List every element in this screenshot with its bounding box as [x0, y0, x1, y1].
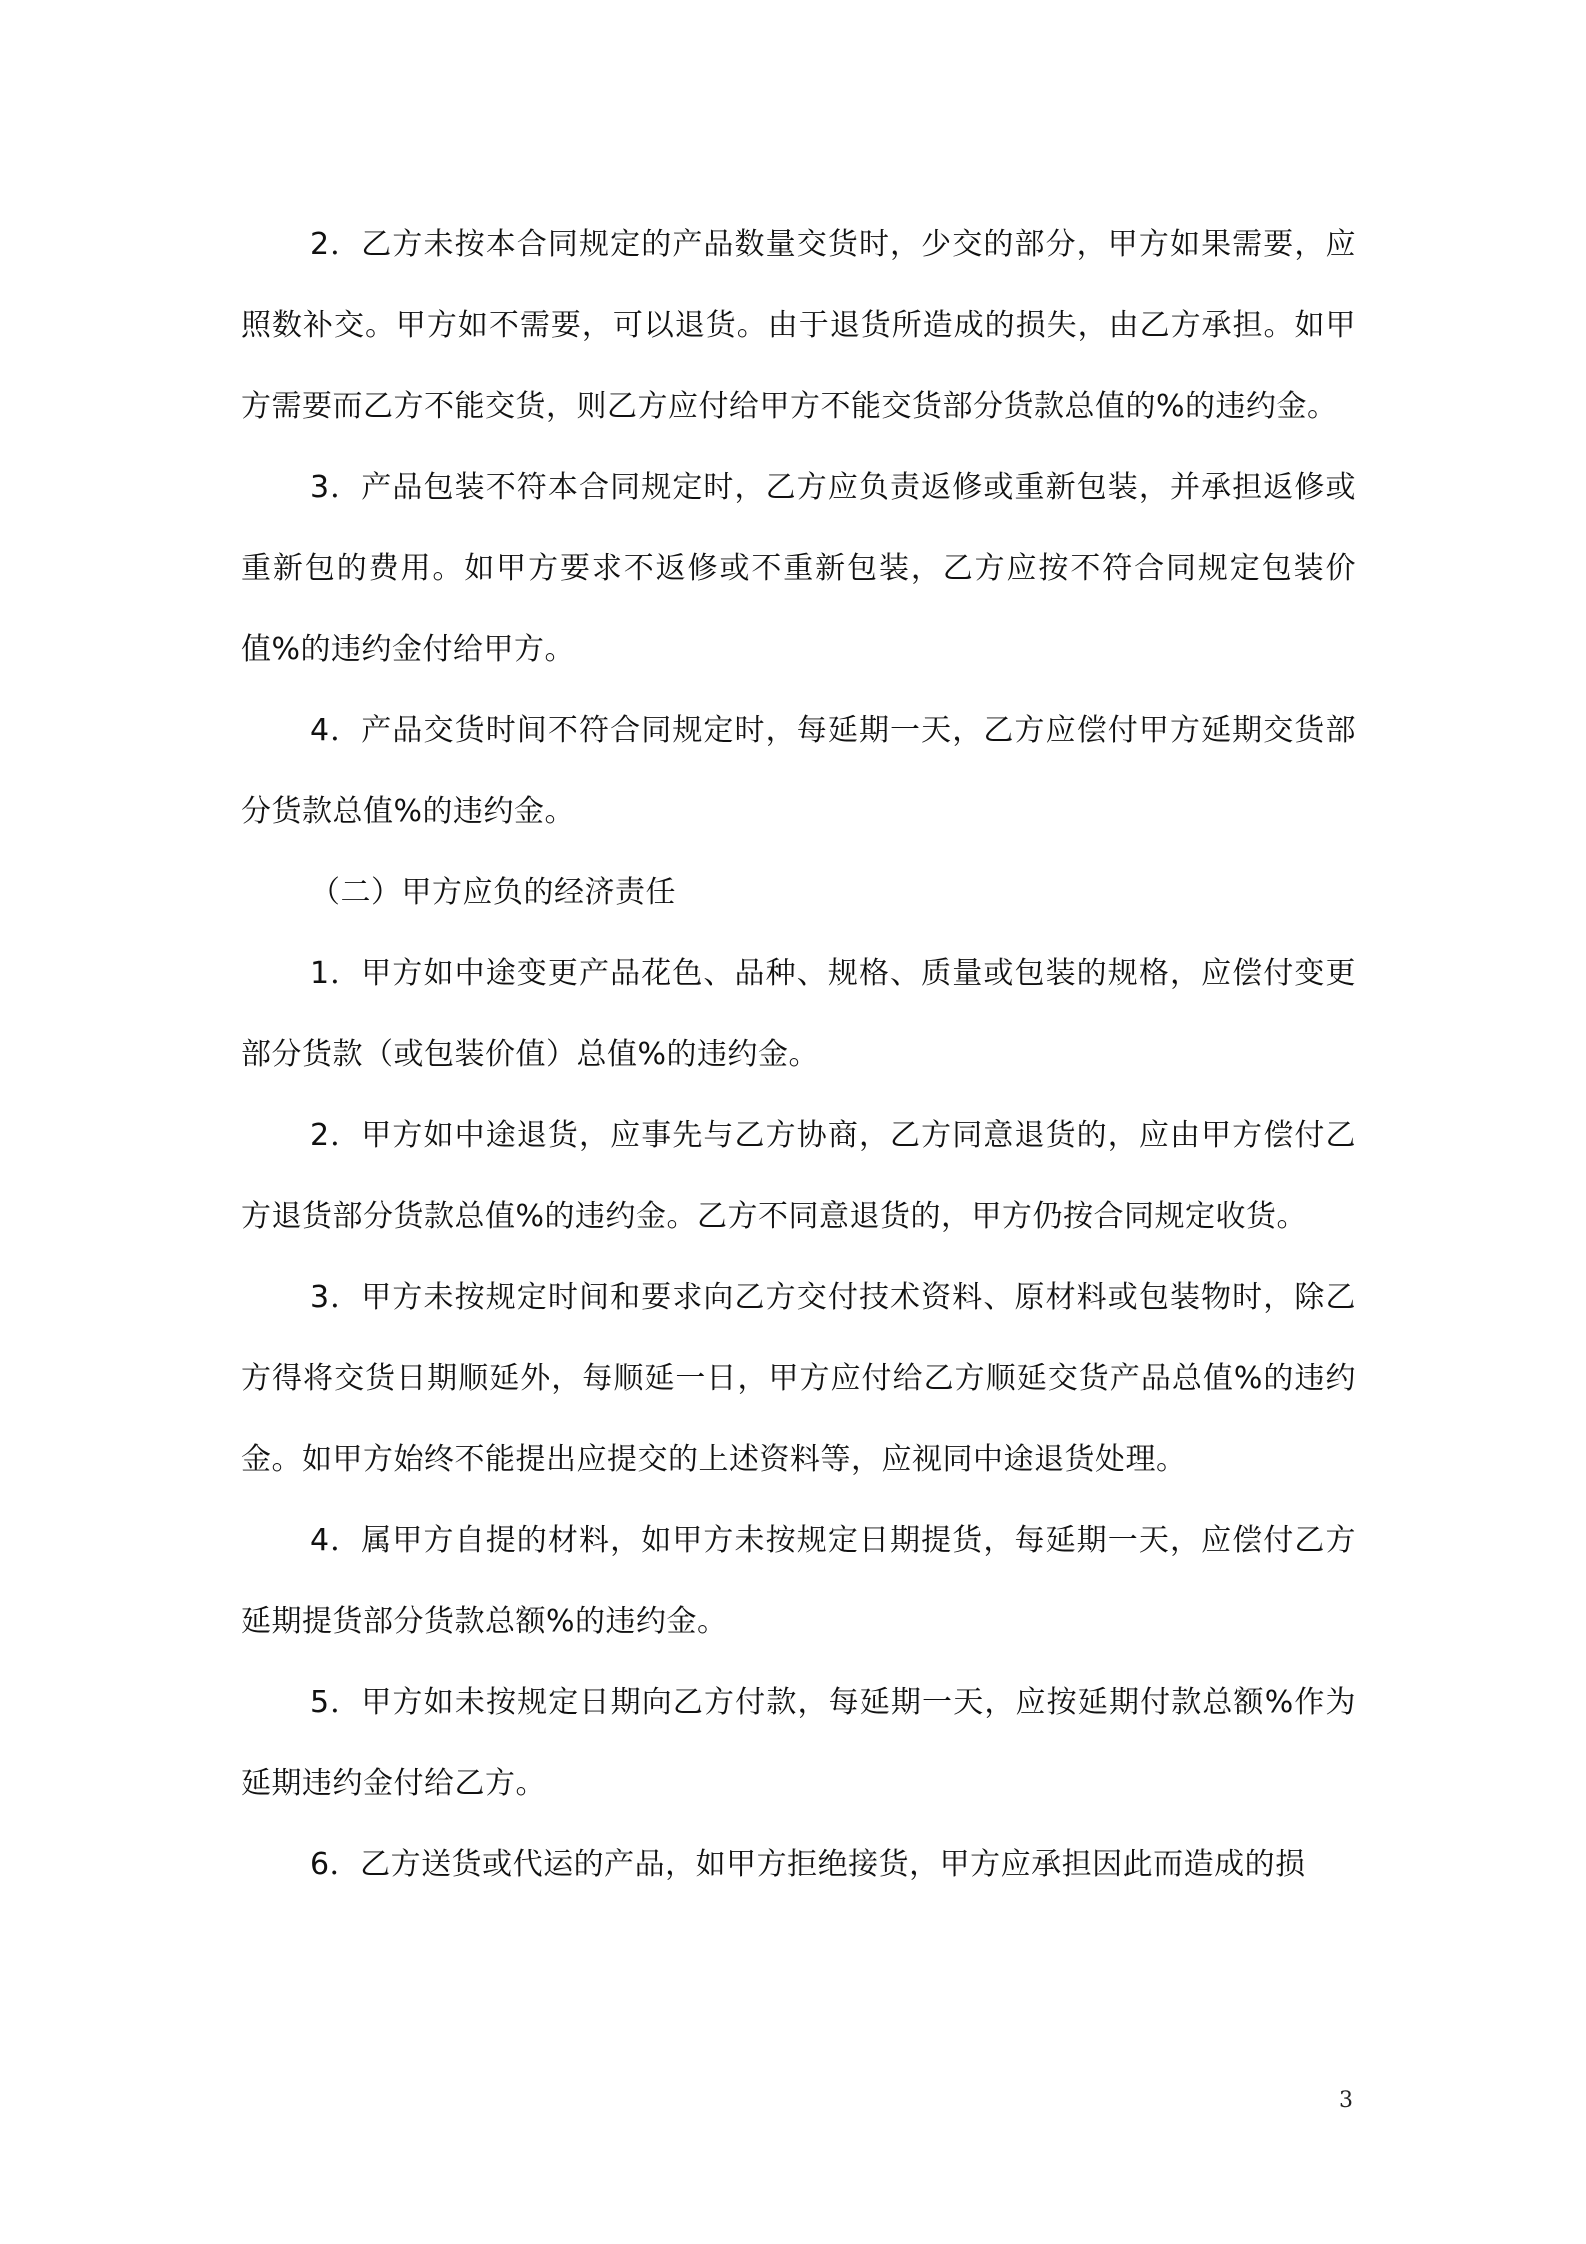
paragraph-payment-delay: 5．甲方如未按规定日期向乙方付款，每延期一天，应按延期付款总额%作为延期违约金付给乙方。	[241, 1685, 1356, 1801]
document-body	[241, 204, 1356, 1905]
paragraph-delivery-delay: 4．产品交货时间不符合同规定时，每延期一天，乙方应偿付甲方延期交货部分货款总值%的违约金。	[241, 713, 1356, 829]
paragraph-self-pickup-delay: 4．属甲方自提的材料，如甲方未按规定日期提货，每延期一天，应偿付乙方延期提货部分货款总额%的违约金。	[241, 1523, 1356, 1639]
paragraph-refusal-of-delivery: 6．乙方送货或代运的产品，如甲方拒绝接货，甲方应承担因此而造成的损	[310, 1847, 1306, 1882]
paragraph-specification-change: 1．甲方如中途变更产品花色、品种、规格、质量或包装的规格，应偿付变更部分货款（或包装价值）总值%的违约金。	[241, 956, 1356, 1072]
paragraph-packaging-nonconformity: 3．产品包装不符本合同规定时，乙方应负责返修或重新包装，并承担返修或重新包的费用。如甲方要求不返修或不重新包装，乙方应按不符合同规定包装价值%的违约金付给甲方。	[241, 470, 1356, 667]
page-number: 3	[1339, 2088, 1353, 2113]
paragraph-midway-return: 2．甲方如中途退货，应事先与乙方协商，乙方同意退货的，应由甲方偿付乙方退货部分货款总值%的违约金。乙方不同意退货的，甲方仍按合同规定收货。	[241, 1118, 1356, 1234]
paragraph-quantity-shortfall: 2．乙方未按本合同规定的产品数量交货时，少交的部分，甲方如果需要，应照数补交。甲方如不需要，可以退货。由于退货所造成的损失，由乙方承担。如甲方需要而乙方不能交货，则乙方应付给甲方不能交货部分货款总值的%的违约金。	[241, 227, 1356, 424]
paragraph-materials-delay: 3．甲方未按规定时间和要求向乙方交付技术资料、原材料或包装物时，除乙方得将交货日期顺延外，每顺延一日，甲方应付给乙方顺延交货产品总值%的违约金。如甲方始终不能提出应提交的上述资料等，应视同中途退货处理。	[241, 1280, 1356, 1477]
section-heading-party-a-liability: （二）甲方应负的经济责任	[310, 875, 676, 910]
